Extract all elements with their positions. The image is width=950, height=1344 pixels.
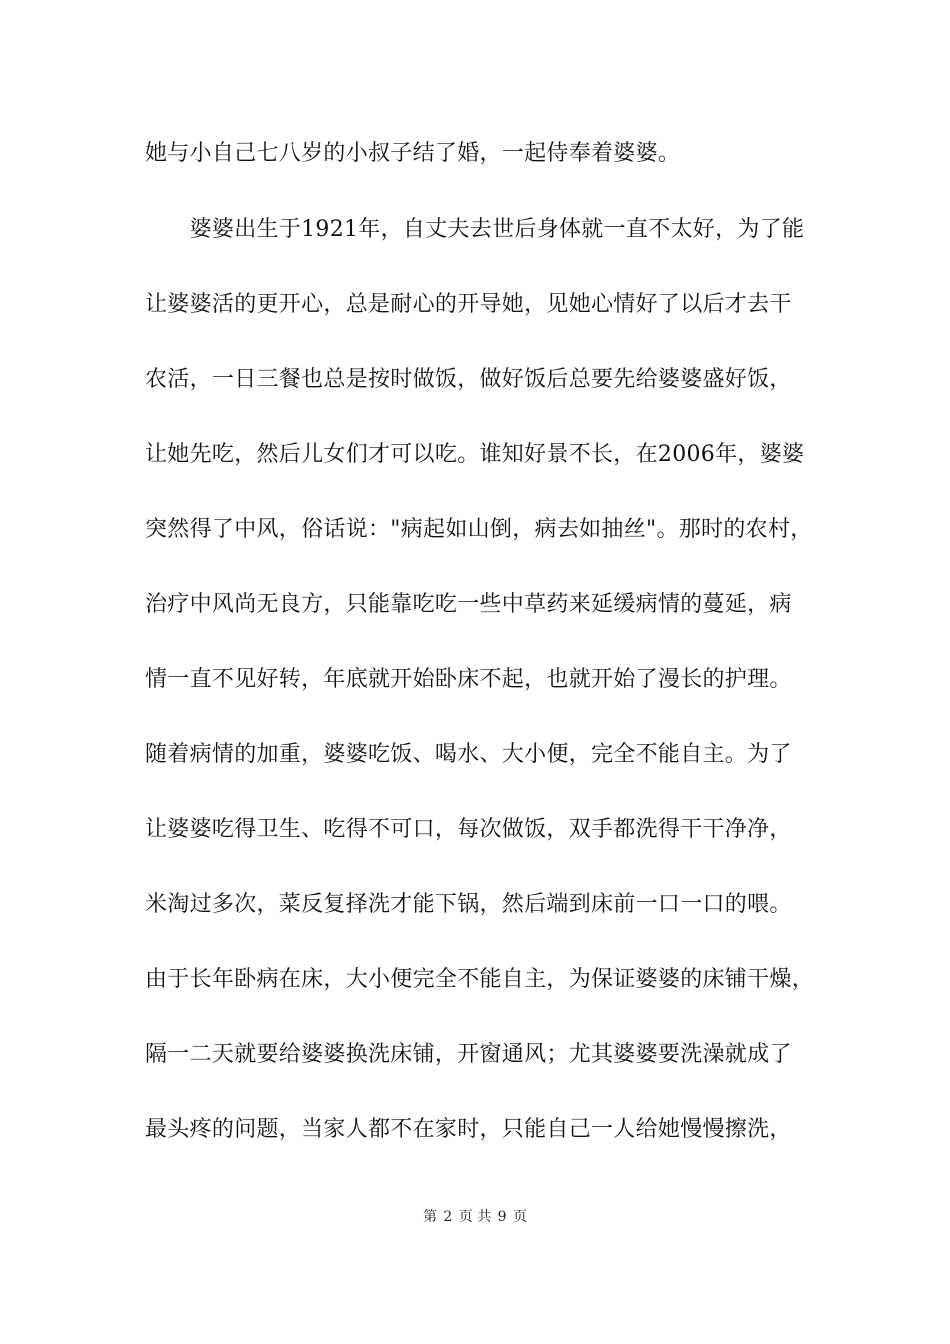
footer-total-pages: 9 xyxy=(497,1209,507,1225)
text-line: 隔一二天就要给婆婆换洗床铺，开窗通风；尤其婆婆要洗澡就成了 xyxy=(145,1042,792,1067)
text-line: 她与小自己七八岁的小叔子结了婚，一起侍奉着婆婆。 xyxy=(145,141,681,166)
text-line: 治疗中风尚无良方，只能靠吃吃一些中草药来延缓病情的蔓延，病 xyxy=(145,592,792,617)
text-line: 米淘过多次，菜反复择洗才能下锅，然后端到床前一口一口的喂。 xyxy=(145,892,792,917)
footer-suffix: 页 xyxy=(513,1209,528,1225)
text-line: 让她先吃，然后儿女们才可以吃。谁知好景不长，在2006年，婆婆 xyxy=(145,442,805,467)
text-line: 婆婆出生于1921年，自丈夫去世后身体就一直不太好，为了能 xyxy=(145,217,805,242)
footer-current-page: 2 xyxy=(443,1209,453,1225)
text-line: 随着病情的加重，婆婆吃饭、喝水、大小便，完全不能自主。为了 xyxy=(145,742,792,767)
text-line: 突然得了中风，俗话说："病起如山倒，病去如抽丝"。那时的农村， xyxy=(145,517,813,542)
text-line: 让婆婆吃得卫生、吃得不可口，每次做饭，双手都洗得干干净净， xyxy=(145,817,792,842)
text-line: 情一直不见好转，年底就开始卧床不起，也就开始了漫长的护理。 xyxy=(145,667,792,692)
page-footer xyxy=(0,1208,950,1226)
text-line: 农活，一日三餐也总是按时做饭，做好饭后总要先给婆婆盛好饭， xyxy=(145,367,792,392)
text-line: 由于长年卧病在床，大小便完全不能自主，为保证婆婆的床铺干燥， xyxy=(145,967,815,992)
text-line: 让婆婆活的更开心，总是耐心的开导她，见她心情好了以后才去干 xyxy=(145,292,792,317)
footer-prefix: 第 xyxy=(422,1209,437,1225)
text-line: 最头疼的问题，当家人都不在家时，只能自己一人给她慢慢擦洗， xyxy=(145,1117,792,1142)
footer-middle: 页 共 xyxy=(458,1209,492,1225)
